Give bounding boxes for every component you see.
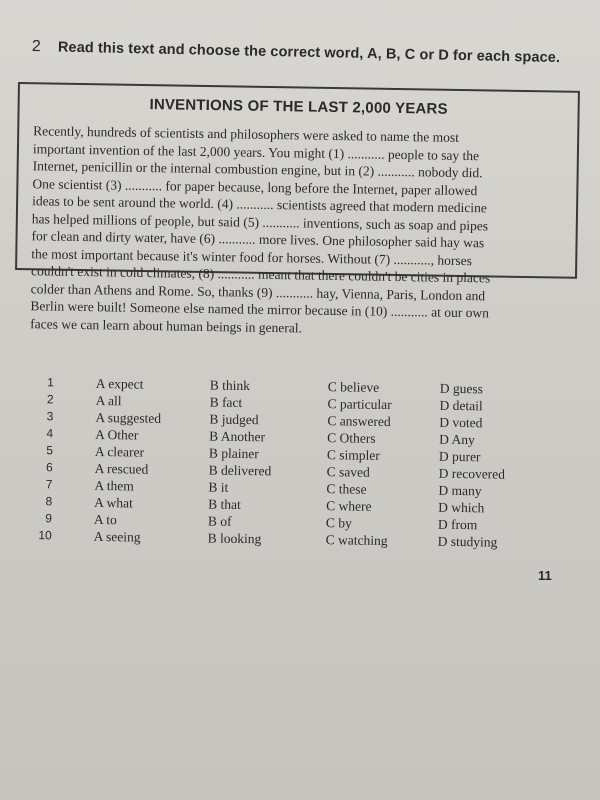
text-line: One scientist (3) ........... for paper because, long before the Internet, paper allowed bbox=[32, 175, 478, 198]
option-c: C where bbox=[326, 498, 372, 514]
option-d: D which bbox=[438, 499, 485, 516]
option-d: D many bbox=[438, 482, 482, 499]
option-a: A what bbox=[94, 494, 133, 511]
option-d: D voted bbox=[439, 414, 483, 431]
option-d: D Any bbox=[439, 431, 475, 448]
option-c: C Others bbox=[327, 430, 376, 446]
option-c: C watching bbox=[325, 532, 388, 549]
text-line: colder than Athens and Rome. So, thanks (9) ........... hay, Vienna, Paris, London and bbox=[30, 280, 486, 303]
option-d: D detail bbox=[439, 397, 483, 414]
option-d: D recovered bbox=[438, 465, 506, 482]
option-c: C simpler bbox=[326, 447, 380, 463]
option-c: C saved bbox=[326, 464, 370, 480]
option-a: A clearer bbox=[94, 443, 145, 460]
option-c: C by bbox=[325, 515, 352, 531]
option-b: B looking bbox=[207, 530, 262, 547]
text-line: Recently, hundreds of scientists and philosophers were asked to name the most bbox=[33, 123, 460, 145]
option-a: A rescued bbox=[94, 460, 149, 477]
option-c: C answered bbox=[327, 413, 391, 430]
text-line: for clean and dirty water, have (6) ........... more lives. One philosopher said hay was bbox=[31, 228, 485, 251]
text-line: has helped millions of people, but said (5) ........... inventions, such as soap and pipes bbox=[31, 210, 489, 233]
text-line: important invention of the last 2,000 years. You might (1) ........... people to say the bbox=[32, 140, 480, 163]
question-number: 3 bbox=[46, 409, 54, 424]
question-number: 4 bbox=[46, 426, 54, 441]
text-line: faces we can learn about human beings in general. bbox=[30, 315, 303, 335]
text-title: INVENTIONS OF THE LAST 2,000 YEARS bbox=[149, 96, 448, 118]
option-a: A suggested bbox=[95, 409, 162, 426]
option-d: D studying bbox=[437, 533, 498, 550]
text-body bbox=[30, 122, 569, 340]
text-line: Internet, penicillin or the internal combustion engine, but in (2) ........... nobody did. bbox=[32, 158, 483, 181]
option-b: B think bbox=[209, 377, 251, 394]
option-a: A seeing bbox=[93, 528, 141, 545]
option-b: B plainer bbox=[208, 445, 259, 462]
question-number: 7 bbox=[45, 477, 53, 492]
text-line: couldn't exist in cold climates, (8) ........... meant that there couldn't be cities in places bbox=[30, 263, 491, 286]
option-a: A all bbox=[95, 392, 122, 409]
option-c: C these bbox=[326, 481, 367, 497]
text-box bbox=[15, 82, 580, 335]
question-number: 9 bbox=[45, 511, 53, 526]
option-b: B delivered bbox=[208, 462, 272, 479]
option-a: A expect bbox=[95, 375, 144, 392]
option-b: B that bbox=[208, 496, 241, 512]
exercise-instruction: Read this text and choose the correct word, A, B, C or D for each space. bbox=[57, 39, 561, 67]
option-b: B it bbox=[208, 479, 229, 495]
option-c: C particular bbox=[327, 396, 392, 413]
question-number: 8 bbox=[45, 494, 53, 509]
option-c: C believe bbox=[327, 379, 380, 395]
question-number: 2 bbox=[46, 392, 54, 407]
options-table bbox=[26, 374, 548, 551]
option-a: A them bbox=[94, 477, 134, 494]
option-b: B fact bbox=[209, 394, 243, 410]
question-number: 10 bbox=[38, 528, 52, 543]
option-b: B Another bbox=[209, 428, 266, 445]
question-number: 6 bbox=[45, 460, 53, 475]
exercise-header bbox=[32, 38, 572, 67]
option-a: A to bbox=[93, 511, 117, 528]
question-number: 1 bbox=[47, 375, 54, 390]
text-line: the most important because it's winter food for horses. Without (7) ..........., horses bbox=[31, 245, 473, 268]
exercise-number: 2 bbox=[31, 38, 41, 56]
page-number: 11 bbox=[538, 568, 552, 583]
text-line: Berlin were built! Someone else named the mirror because in (10) ........... at our own bbox=[30, 298, 490, 321]
option-d: D purer bbox=[438, 448, 481, 465]
option-b: B judged bbox=[209, 411, 259, 428]
option-d: D guess bbox=[439, 380, 484, 397]
question-number: 5 bbox=[46, 443, 54, 458]
text-line: ideas to be sent around the world. (4) ........... scientists agreed that modern medicine bbox=[32, 193, 487, 216]
option-a: A Other bbox=[95, 426, 139, 443]
option-d: D from bbox=[437, 516, 478, 533]
option-b: B of bbox=[207, 513, 232, 529]
